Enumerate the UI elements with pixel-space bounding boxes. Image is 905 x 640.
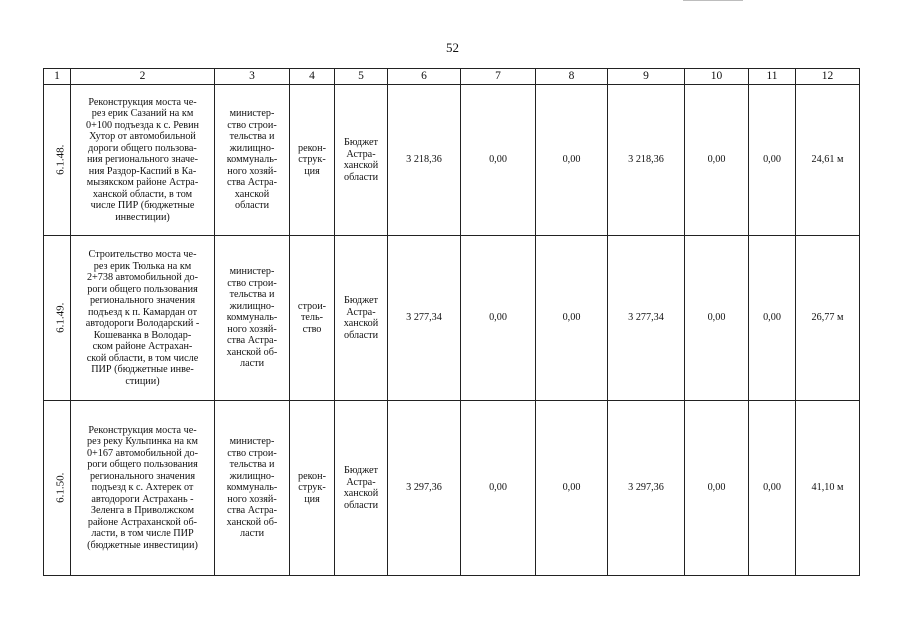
responsible-agency: министер- ство строи- тельства и жилищно- коммуналь- ного хозяй- ства Астра- ханской области: [215, 85, 290, 236]
funding-source: Бюджет Астра- ханской области: [335, 401, 388, 576]
header-cell-2: 2: [71, 69, 215, 85]
value-col-6: 3 297,36: [388, 401, 461, 576]
value-col-9: 3 218,36: [608, 85, 685, 236]
header-cell-1: 1: [44, 69, 71, 85]
table-row: [44, 236, 860, 401]
header-cell-5: 5: [335, 69, 388, 85]
value-col-12: 26,77 м: [796, 236, 860, 401]
value-col-11: 0,00: [749, 85, 796, 236]
table-row: [44, 85, 860, 236]
funding-source: Бюджет Астра- ханской области: [335, 236, 388, 401]
value-col-8: 0,00: [536, 85, 608, 236]
header-row: [44, 69, 860, 85]
value-col-12: 24,61 м: [796, 85, 860, 236]
value-col-10: 0,00: [685, 236, 749, 401]
project-description: Реконструкция моста че- рез реку Кульпинка на км 0+167 автомобильной до- роги общего пользования регионального значения подъезд к с. Ахтерек от автодороги Астрахань - Зеленга в Приволжском районе Астраханской об- ласти, в том числе ПИР (бюджетные инвестиции): [71, 401, 215, 576]
header-cell-9: 9: [608, 69, 685, 85]
header-cell-7: 7: [461, 69, 536, 85]
page-number: 52: [446, 40, 459, 55]
value-col-7: 0,00: [461, 401, 536, 576]
value-col-10: 0,00: [685, 401, 749, 576]
funding-source: Бюджет Астра- ханской области: [335, 85, 388, 236]
value-col-11: 0,00: [749, 236, 796, 401]
row-number: 6.1.49.: [54, 302, 67, 334]
value-col-10: 0,00: [685, 85, 749, 236]
header-cell-6: 6: [388, 69, 461, 85]
value-col-9: 3 297,36: [608, 401, 685, 576]
header-cell-3: 3: [215, 69, 290, 85]
project-description: Реконструкция моста че- рез ерик Сазаний на км 0+100 подъезда к с. Ревин Хутор от автомобильной дороги общего пользова- ния регионального значе- ния Раздор-Каспий в Ка- мызякском районе Астра- ханской области, в том числе ПИР (бюджетные инвестиции): [71, 85, 215, 236]
value-col-7: 0,00: [461, 85, 536, 236]
work-type: строи- тель- ство: [290, 236, 335, 401]
responsible-agency: министер- ство строи- тельства и жилищно- коммуналь- ного хозяй- ства Астра- ханской об- ласти: [215, 401, 290, 576]
value-col-6: 3 277,34: [388, 236, 461, 401]
work-type: рекон- струк- ция: [290, 401, 335, 576]
value-col-12: 41,10 м: [796, 401, 860, 576]
table-row: [44, 401, 860, 576]
top-edge-line: [683, 0, 743, 1]
row-number-cell: [44, 236, 71, 401]
value-col-9: 3 277,34: [608, 236, 685, 401]
project-description: Строительство моста че- рез ерик Тюлька на км 2+738 автомобильной до- роги общего пользования регионального значения подъезд к п. Камардан от автодороги Володарский - Кошеванка в Володар- ском районе Астрахан- ской области, в том числе ПИР (бюджетные инве- стиции): [71, 236, 215, 401]
header-cell-10: 10: [685, 69, 749, 85]
row-number-cell: [44, 401, 71, 576]
header-cell-8: 8: [536, 69, 608, 85]
value-col-6: 3 218,36: [388, 85, 461, 236]
header-cell-12: 12: [796, 69, 860, 85]
value-col-7: 0,00: [461, 236, 536, 401]
value-col-8: 0,00: [536, 236, 608, 401]
investment-table: [43, 68, 860, 576]
work-type: рекон- струк- ция: [290, 85, 335, 236]
header-cell-11: 11: [749, 69, 796, 85]
row-number-cell: [44, 85, 71, 236]
row-number: 6.1.48.: [54, 144, 67, 176]
header-cell-4: 4: [290, 69, 335, 85]
value-col-8: 0,00: [536, 401, 608, 576]
row-number: 6.1.50.: [54, 472, 67, 504]
responsible-agency: министер- ство строи- тельства и жилищно- коммуналь- ного хозяй- ства Астра- ханской об- ласти: [215, 236, 290, 401]
value-col-11: 0,00: [749, 401, 796, 576]
